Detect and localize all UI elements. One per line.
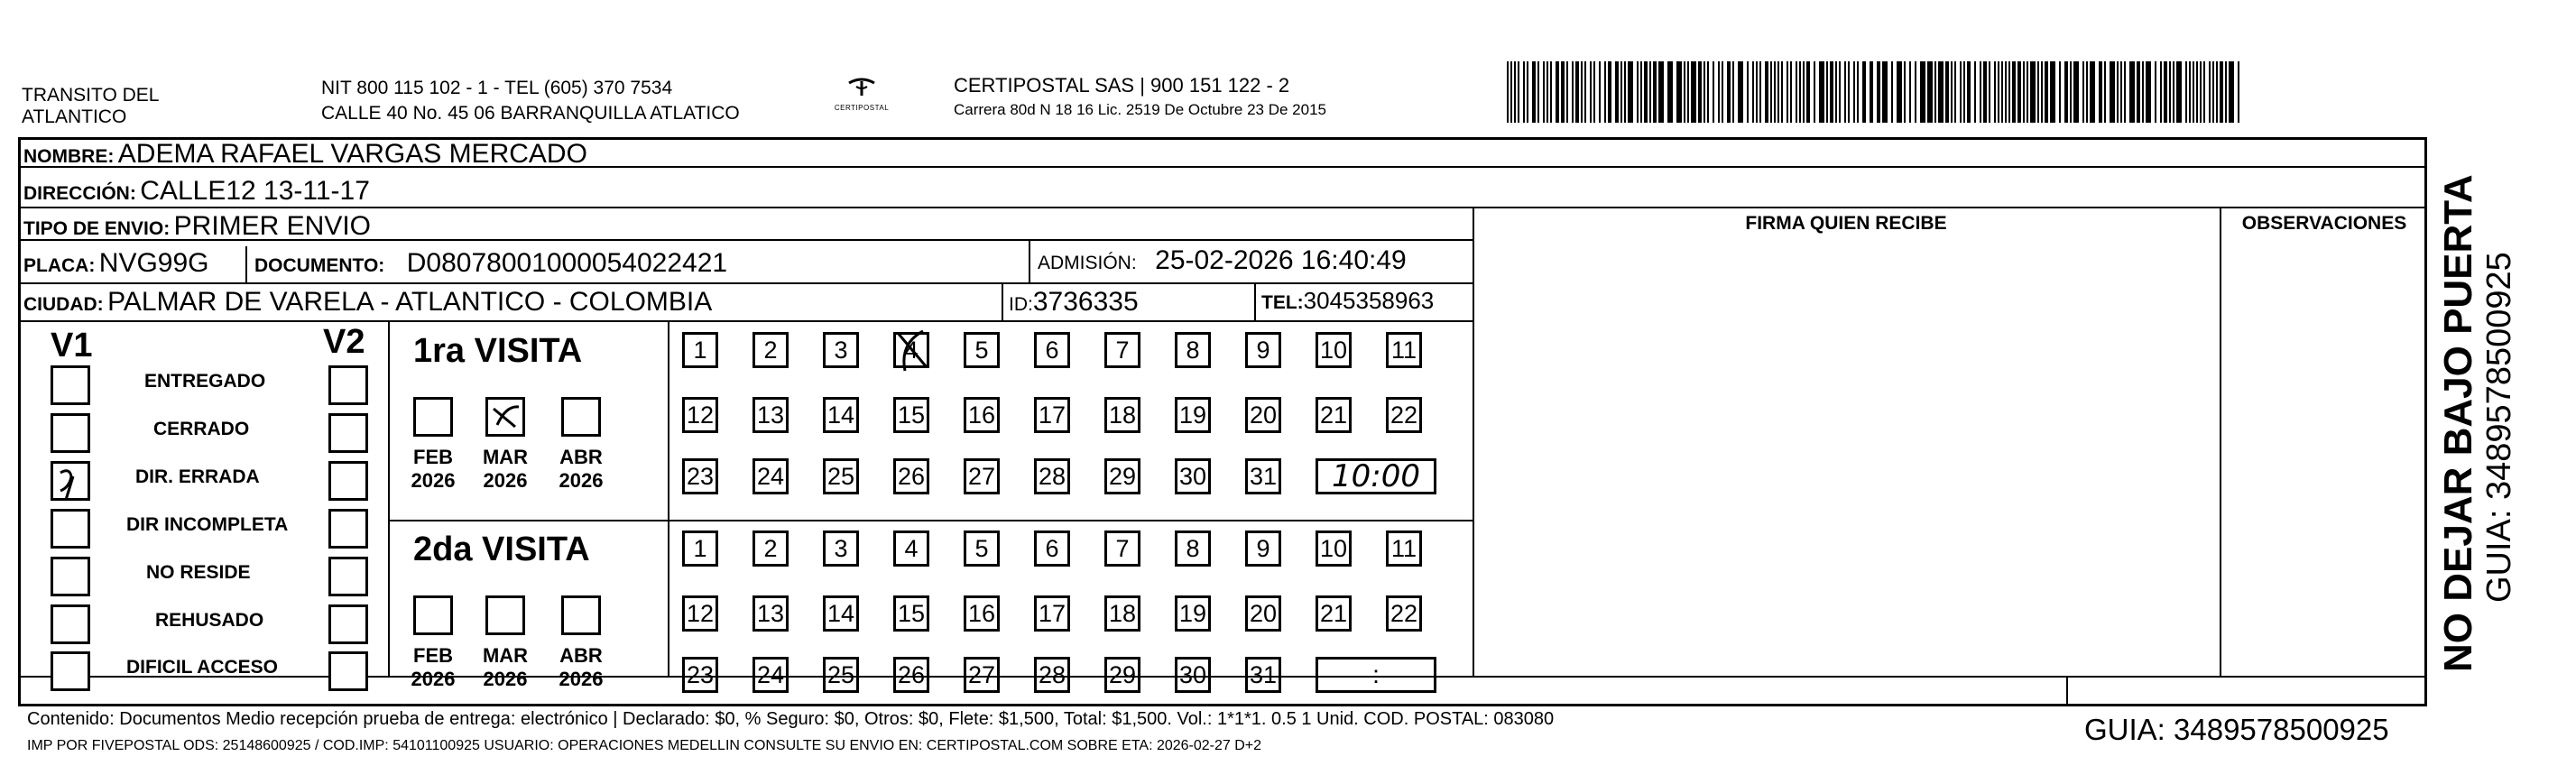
id-value: 3736335: [1032, 287, 1139, 317]
month-name: ABR: [559, 446, 603, 468]
day-box[interactable]: 9: [1245, 531, 1281, 567]
logo-mark-icon: [844, 76, 880, 99]
v2-checkbox[interactable]: [328, 509, 368, 549]
admision-value: 25-02-2026 16:40:49: [1155, 245, 1407, 275]
tipo-envio-row: [23, 211, 371, 242]
imp-line: IMP POR FIVEPOSTAL ODS: 25148600925 / COD.IMP: 54101100925 USUARIO: OPERACIONES MEDELLIN CONSULTE SU ENVIO EN: CERTIPOSTAL.COM SOBRE ETA: 2026-02-27 D+2: [27, 738, 1262, 753]
logo-text: CERTIPOSTAL: [834, 104, 890, 112]
day-box[interactable]: 17: [1034, 595, 1070, 632]
address-line: CALLE 40 No. 45 06 BARRANQUILLA ATLATICO: [321, 103, 740, 124]
day-box[interactable]: 18: [1104, 397, 1140, 433]
day-box[interactable]: 13: [752, 397, 789, 433]
org-name: [22, 85, 159, 128]
month-label: [554, 644, 608, 691]
month-checkbox[interactable]: [413, 397, 453, 437]
admision-label: ADMISIÓN:: [1038, 253, 1137, 273]
day-box[interactable]: 24: [752, 458, 789, 494]
tipo-envio-value: PRIMER ENVIO: [173, 211, 372, 241]
id-label: ID:: [1009, 294, 1033, 315]
month-label: [406, 644, 460, 691]
nit-line: NIT 800 115 102 - 1 - TEL (605) 370 7534: [321, 78, 673, 98]
day-box[interactable]: 24: [752, 657, 789, 693]
v2-checkbox[interactable]: [328, 461, 368, 501]
v1-label: V1: [51, 327, 93, 364]
month-name: FEB: [413, 446, 453, 468]
direccion-label: DIRECCIÓN:: [23, 183, 136, 204]
month-year: 2026: [411, 469, 456, 492]
month-year: 2026: [559, 668, 604, 690]
day-box[interactable]: 15: [893, 595, 929, 632]
company-license: Carrera 80d N 18 16 Lic. 2519 De Octubre 23 De 2015: [954, 101, 1326, 118]
day-box[interactable]: 1: [682, 332, 718, 368]
day-box[interactable]: 28: [1034, 657, 1070, 693]
company-name: CERTIPOSTAL SAS | 900 151 122 - 2: [954, 74, 1290, 97]
month-label: [554, 446, 608, 493]
visit-title: 1ra VISITA: [413, 332, 583, 370]
nombre-value: ADEMA RAFAEL VARGAS MERCADO: [117, 139, 587, 169]
day-box[interactable]: 26: [893, 458, 929, 494]
month-checkbox[interactable]: [485, 397, 525, 437]
day-box[interactable]: 12: [682, 397, 718, 433]
status-option-label: REHUSADO: [155, 610, 264, 631]
month-name: MAR: [482, 446, 529, 468]
day-box[interactable]: 22: [1386, 595, 1422, 632]
month-label: [478, 446, 532, 493]
day-box[interactable]: 9: [1245, 332, 1281, 368]
day-box[interactable]: 14: [823, 595, 859, 632]
v1-checkbox[interactable]: [51, 557, 90, 596]
month-label: [478, 644, 532, 691]
day-box[interactable]: 12: [682, 595, 718, 632]
day-box[interactable]: 2: [752, 531, 789, 567]
month-checkbox[interactable]: [485, 595, 525, 635]
status-option-label: CERRADO: [153, 419, 250, 439]
day-box[interactable]: 3: [823, 531, 859, 567]
placa-field: [23, 248, 209, 279]
firma-header: FIRMA QUIEN RECIBE: [1745, 213, 1947, 234]
ciudad-label: CIUDAD:: [23, 294, 104, 315]
day-box[interactable]: 25: [823, 458, 859, 494]
month-name: ABR: [559, 644, 603, 667]
day-box[interactable]: 20: [1245, 397, 1281, 433]
day-box[interactable]: 23: [682, 657, 718, 693]
day-box[interactable]: 4: [893, 332, 929, 368]
day-mark-icon: [891, 326, 936, 376]
direccion-row: [23, 176, 370, 207]
day-box[interactable]: 5: [964, 332, 1000, 368]
day-box[interactable]: 17: [1034, 397, 1070, 433]
day-box[interactable]: 10: [1316, 531, 1352, 567]
status-option-label: DIFICIL ACCESO: [126, 657, 279, 678]
tipo-envio-label: TIPO DE ENVIO:: [23, 218, 171, 239]
v2-checkbox[interactable]: [328, 365, 368, 405]
check-mark-icon: [488, 400, 524, 436]
side-guia: GUIA: 3489578500925: [2480, 252, 2518, 603]
day-box[interactable]: 10: [1316, 332, 1352, 368]
documento-label: DOCUMENTO:: [254, 255, 385, 276]
admision-field: [1038, 245, 1407, 276]
tel-field: [1261, 287, 1434, 315]
month-checkbox[interactable]: [561, 595, 601, 635]
visit-title: 2da VISITA: [413, 531, 590, 568]
day-box[interactable]: 29: [1104, 657, 1140, 693]
day-box[interactable]: 8: [1175, 531, 1211, 567]
day-box[interactable]: 4: [893, 531, 929, 567]
day-box[interactable]: 1: [682, 531, 718, 567]
month-year: 2026: [559, 469, 604, 492]
day-box[interactable]: 27: [964, 458, 1000, 494]
documento-field: [254, 248, 727, 279]
status-option-label: DIR. ERRADA: [135, 466, 260, 487]
org-name-line2: ATLANTICO: [22, 106, 127, 127]
day-box[interactable]: 6: [1034, 332, 1070, 368]
day-box[interactable]: 6: [1034, 531, 1070, 567]
day-box[interactable]: 8: [1175, 332, 1211, 368]
time-box[interactable]: 10:00: [1316, 458, 1436, 494]
v2-checkbox[interactable]: [328, 413, 368, 453]
day-box[interactable]: 27: [964, 657, 1000, 693]
day-box[interactable]: 16: [964, 595, 1000, 632]
month-name: FEB: [413, 644, 453, 667]
day-box[interactable]: 13: [752, 595, 789, 632]
observaciones-header: OBSERVACIONES: [2241, 213, 2407, 234]
ciudad-value: PALMAR DE VARELA - ATLANTICO - COLOMBIA: [107, 287, 713, 317]
ciudad-field: [23, 287, 712, 318]
check-mark-icon: [53, 464, 93, 503]
placa-label: PLACA:: [23, 255, 96, 276]
day-box[interactable]: 23: [682, 458, 718, 494]
org-name-line1: TRANSITO DEL: [22, 85, 160, 106]
day-box[interactable]: 28: [1034, 458, 1070, 494]
v1-checkbox[interactable]: [51, 413, 90, 453]
month-checkbox[interactable]: [413, 595, 453, 635]
v2-checkbox[interactable]: [328, 557, 368, 596]
day-box[interactable]: 31: [1245, 458, 1281, 494]
id-field: [1009, 287, 1139, 318]
nombre-label: NOMBRE:: [23, 146, 115, 167]
v2-label: V2: [323, 323, 365, 361]
day-box[interactable]: 25: [823, 657, 859, 693]
day-box[interactable]: 21: [1316, 397, 1352, 433]
month-year: 2026: [483, 668, 528, 690]
day-box[interactable]: 30: [1175, 657, 1211, 693]
day-box[interactable]: 16: [964, 397, 1000, 433]
month-checkbox[interactable]: [561, 397, 601, 437]
direccion-value: CALLE12 13-11-17: [140, 176, 370, 206]
contenido-line: Contenido: Documentos Medio recepción prueba de entrega: electrónico | Declarado: $0, % Seguro: $0, Otros: $0, Flete: $1,500, Total: $1,500. Vol.: 1*1*1. 0.5 1 Unid. COD. POSTAL: 083080: [27, 709, 1555, 729]
nombre-row: [23, 139, 587, 170]
certipostal-logo: [830, 76, 893, 126]
day-box[interactable]: 14: [823, 397, 859, 433]
v2-checkbox[interactable]: [328, 651, 368, 691]
day-box[interactable]: 29: [1104, 458, 1140, 494]
day-box[interactable]: 7: [1104, 531, 1140, 567]
day-box[interactable]: 15: [893, 397, 929, 433]
day-box[interactable]: 20: [1245, 595, 1281, 632]
status-option-label: NO RESIDE: [146, 562, 251, 583]
barcode: [1507, 61, 2247, 123]
tel-label: TEL:: [1261, 292, 1304, 313]
status-option-label: DIR INCOMPLETA: [126, 514, 289, 535]
v1-checkbox[interactable]: [51, 461, 90, 501]
v1-checkbox[interactable]: [51, 365, 90, 405]
no-dejar-bajo-puerta: NO DEJAR BAJO PUERTA: [2436, 174, 2480, 672]
day-box[interactable]: 11: [1386, 531, 1422, 567]
day-box[interactable]: 19: [1175, 397, 1211, 433]
day-box[interactable]: 3: [823, 332, 859, 368]
v1-checkbox[interactable]: [51, 651, 90, 691]
day-box[interactable]: 22: [1386, 397, 1422, 433]
day-box[interactable]: 7: [1104, 332, 1140, 368]
footer-guia: GUIA: 3489578500925: [2084, 713, 2389, 746]
tel-value: 3045358963: [1303, 287, 1435, 314]
v2-checkbox[interactable]: [328, 604, 368, 644]
time-box[interactable]: :: [1316, 657, 1436, 693]
placa-value: NVG99G: [98, 248, 209, 278]
org-contact: [321, 78, 740, 125]
month-year: 2026: [483, 469, 528, 492]
status-option-label: ENTREGADO: [144, 371, 266, 392]
day-box[interactable]: 19: [1175, 595, 1211, 632]
company-info: [954, 74, 1326, 121]
day-box[interactable]: 26: [893, 657, 929, 693]
month-label: [406, 446, 460, 493]
day-box[interactable]: 5: [964, 531, 1000, 567]
day-box[interactable]: 30: [1175, 458, 1211, 494]
day-box[interactable]: 18: [1104, 595, 1140, 632]
day-box[interactable]: 2: [752, 332, 789, 368]
day-box[interactable]: 31: [1245, 657, 1281, 693]
day-box[interactable]: 11: [1386, 332, 1422, 368]
v1-checkbox[interactable]: [51, 509, 90, 549]
day-box[interactable]: 21: [1316, 595, 1352, 632]
month-year: 2026: [411, 668, 456, 690]
v1-checkbox[interactable]: [51, 604, 90, 644]
documento-value: D08078001000054022421: [406, 248, 728, 278]
month-name: MAR: [482, 644, 529, 667]
